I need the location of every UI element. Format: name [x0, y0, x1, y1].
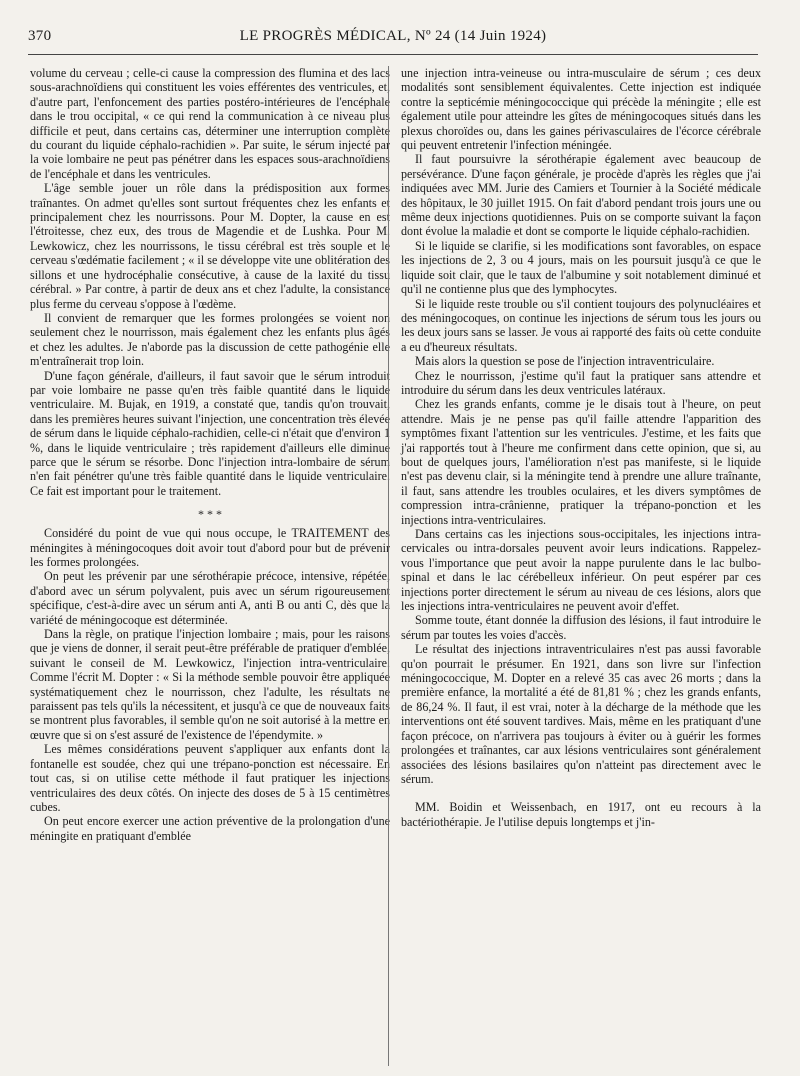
- right-column: [401, 66, 761, 829]
- running-header: [28, 28, 758, 50]
- paragraph: Somme toute, étant donnée la diffusion des lésions, il faut introduire le sérum par toutes les voies d'accès.: [401, 613, 761, 642]
- paragraph: Si le liquide se clarifie, si les modifications sont favorables, on espace les injections de 2, 3 ou 4 jours, mais on les poursuit jusqu'à ce que le liquide soit clair, que le taux de l'albumine y soit notablement diminué et qu'il ne contienne plus que des lymphocytes.: [401, 238, 761, 297]
- paragraph: Dans certains cas les injections sous-occipitales, les injections intra-cervicales ou intra-dorsales peuvent avoir leurs indications. Rappelez-vous l'importance que peut avoir la nappe purulente dans le lac bulbo-spinal et dans le lac cérébelleux inférieur. On peut espérer par ces injections porter directement le sérum au niveau de ces lésions, alors que les injections intra-ventriculaires ne peuvent avoir d'effet.: [401, 527, 761, 614]
- paragraph: Dans la règle, on pratique l'injection lombaire ; mais, pour les raisons que je viens de donner, il serait peut-être préférable de pratiquer d'emblée, suivant le conseil de M. Lewkowicz, l'injection intra-ventriculaire. Comme l'écrit M. Dopter : « Si la méthode semble pouvoir être appliquée systématiquement chez le nourrisson, chez l'adulte, les résultats ne paraissent pas tels qu'ils la nécessitent, et jusqu'à ce que de nouveaux faits se montrent plus favorables, il semble qu'on ne soit autorisé à la mettre en œuvre que si on s'est assuré de l'existence de l'épendymite. »: [30, 627, 390, 742]
- paragraph: volume du cerveau ; celle-ci cause la compression des flumina et des lacs sous-arachnoïdiens qui constituent les voies efférentes des ventricules, et, d'autre part, l'enfoncement des parties postéro-intérieures de l'encéphale dans le trou occipital, « ce qui rend la communication à ce niveau plus difficile et peut, dans certains cas, déterminer une interruption complète du courant du liquide céphalo-rachidien ». Par suite, le sérum injecté par la voie lombaire ne peut pas pénétrer dans les espaces sous-arachnoïdiens de l'encéphale et dans les ventricules.: [30, 66, 390, 181]
- paragraph: Si le liquide reste trouble ou s'il contient toujours des polynucléaires et des méningocoques, on continue les injections de sérum tous les jours ou les deux jours sans se lasser. Je vous ai rapporté des faits où cette conduite a eu d'heureux résultats.: [401, 296, 761, 354]
- left-column: [30, 66, 390, 843]
- paragraph: Considéré du point de vue qui nous occupe, le TRAITEMENT des méningites à méningocoques doit avoir tout d'abord pour but de prévenir les formes prolongées.: [30, 526, 390, 569]
- spacer: [401, 786, 761, 800]
- header-rule: [28, 54, 758, 55]
- paragraph: Il faut poursuivre la sérothérapie également avec beaucoup de persévérance. D'une façon générale, je procède d'après les règles que j'ai indiquées avec MM. Jurie des Camiers et Tournier à la Société médicale des hôpitaux, le 30 juillet 1915. On fait d'abord pendant trois jours une ou même deux injections quotidiennes. Puis on se comporte suivant la façon dont évolue la maladie et dont se comporte le liquide céphalo-rachidien.: [401, 152, 761, 239]
- paragraph: Chez les grands enfants, comme je le disais tout à l'heure, on peut attendre. Mais je ne pense pas qu'il faille attendre l'apparition des symptômes fixant l'attention sur les ventricules. J'estime, et les faits que j'ai rapportés tout à l'heure me confirment dans cette opinion, que si, au bout de quelques jours, l'amélioration n'est pas manifeste, si le liquide n'est pas devenu clair, si la méningite tend à prendre une allure traînante, il faut, sans attendre les troubles oculaires, et les divers symptômes de compression intra-crânienne, pratiquer la trépano-ponction et les injections intra-ventriculaires.: [401, 397, 761, 527]
- paragraph: MM. Boidin et Weissenbach, en 1917, ont eu recours à la bactériothérapie. Je l'utilise depuis longtemps et j'in-: [401, 800, 761, 829]
- paragraph: une injection intra-veineuse ou intra-musculaire de sérum ; ces deux modalités sont sensiblement équivalentes. Cette injection est indiquée contre la septicémie méningococcique qui précède la méningite ; elle est également utile pour atteindre les gîtes de méningocoques situés dans les plexus choroïdes ou, dans les gaines périvasculaires de l'écorce cérébrale qui peuvent entretenir l'infection méningée.: [401, 66, 761, 153]
- paragraph: Les mêmes considérations peuvent s'appliquer aux enfants dont la fontanelle est soudée, chez qui une trépano-ponction est nécessaire. En tout cas, si on utilise cette méthode il faut pratiquer les injections ventriculaires des deux côtés. On injecte des doses de 5 à 15 centimètres cubes.: [30, 742, 390, 814]
- paragraph: On peut les prévenir par une sérothérapie précoce, intensive, répétée, d'abord avec un sérum polyvalent, puis avec un sérum rigoureusement spécifique, c'est-à-dire avec un sérum anti A, anti B ou anti C, dès que la variété de méningocoque est déterminée.: [30, 569, 390, 627]
- section-separator: * * *: [198, 507, 222, 522]
- column-divider: [388, 66, 389, 1066]
- page-number: 370: [28, 28, 52, 44]
- paragraph: D'une façon générale, d'ailleurs, il faut savoir que le sérum introduit par voie lombaire ne passe qu'en très faible quantité dans le liquide ventriculaire. M. Bujak, en 1919, a constaté que, tandis qu'on trouvait, dans les premières heures suivant l'injection, une concentration très élevée de sérum dans le liquide céphalo-rachidien, celle-ci n'était que d'environ 1 %, dans le liquide ventriculaire ; très rapidement d'ailleurs elle diminue parce que le sérum se résorbe. Donc l'injection intra-lombaire de sérum n'en fait pénétrer qu'une très faible quantité dans le liquide ventriculaire. Ce fait est important pour le traitement.: [30, 368, 390, 498]
- paragraph: Mais alors la question se pose de l'injection intraventriculaire.: [415, 354, 715, 369]
- paragraph: Chez le nourrisson, j'estime qu'il faut la pratiquer sans attendre et introduire du sérum dans les deux ventricules latéraux.: [401, 368, 761, 397]
- paragraph: On peut encore exercer une action préventive de la prolongation d'une méningite en pratiquant d'emblée: [30, 814, 390, 843]
- paragraph: L'âge semble jouer un rôle dans la prédisposition aux formes traînantes. On admet qu'elles sont surtout fréquentes chez les enfants et principalement chez les nourrissons. Pour M. Dopter, la cause en est l'étroitesse, chez eux, des trous de Magendie et de Lushka. Pour M. Lewkowicz, chez les nourrissons, le tissu cérébral est très souple et le cerveau s'œdématie facilement ; « il se développe vite une oblitération des sillons et une hydrocéphalie consécutive, à cause de la laxité du tissu cérébral. » Par contre, à partir de deux ans et chez l'adulte, la consistance plus ferme du cerveau s'oppose à l'œdème.: [30, 181, 390, 311]
- paragraph: Il convient de remarquer que les formes prolongées se voient non seulement chez le nourrisson, mais également chez les enfants plus âgés et chez les adultes. Je n'aborde pas la discussion de cette pathogénie elle m'entraînerait trop loin.: [30, 310, 390, 369]
- journal-title: LE PROGRÈS MÉDICAL, Nº 24 (14 Juin 1924): [239, 28, 547, 44]
- paragraph: Le résultat des injections intraventriculaires n'est pas aussi favorable qu'on pourrait le présumer. En 1921, dans son livre sur l'infection méningococcique, M. Dopter en a relevé 35 cas avec 26 morts ; dans la première enfance, la mortalité a été de 81,81 % ; chez les grands enfants, de 86,24 %. Il faut, il est vrai, noter à la décharge de la méthode que les interventions ont été souvent tardives. Mais, même en les pratiquant d'une façon précoce, on n'arrivera pas toujours à éviter ou à guérir les formes prolongées et traînantes, car aux lésions ventriculaires sont généralement associées des lésions basilaires qu'on n'atteint pas directement avec le sérum.: [401, 642, 761, 786]
